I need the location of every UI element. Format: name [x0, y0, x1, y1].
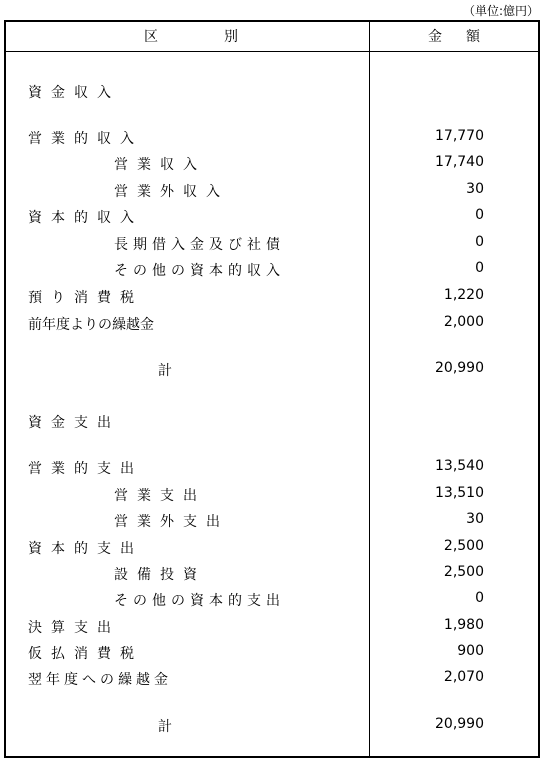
- row-value: 17,740: [435, 154, 484, 170]
- row-label: 仮払消費税: [28, 646, 143, 662]
- table-row: [6, 82, 538, 102]
- row-label: 資本的収入: [28, 210, 143, 226]
- row-value: 2,500: [443, 564, 484, 580]
- row-value: 0: [475, 590, 484, 606]
- table-row: [6, 207, 538, 227]
- row-value: 2,000: [443, 314, 484, 330]
- table-row: [6, 412, 538, 432]
- table-row: [6, 260, 538, 280]
- row-value: 13,540: [435, 458, 484, 474]
- row-value: 0: [475, 234, 484, 250]
- row-value: 20,990: [435, 716, 484, 732]
- header-category: 区別: [144, 29, 304, 45]
- row-value: 2,070: [443, 669, 484, 685]
- table-row: [6, 643, 538, 663]
- row-label: 長期借入金及び社債: [114, 237, 285, 253]
- row-value: 20,990: [435, 360, 484, 376]
- unit-label: （単位:億円）: [462, 4, 539, 18]
- table-row: [6, 590, 538, 610]
- row-value: 900: [457, 643, 484, 659]
- row-label: その他の資本的収入: [114, 263, 285, 279]
- row-label: 計: [158, 719, 172, 735]
- row-value: 30: [466, 511, 484, 527]
- row-value: 17,770: [435, 128, 484, 144]
- row-label: その他の資本的支出: [114, 593, 285, 609]
- table-row: [6, 617, 538, 637]
- row-value: 1,980: [443, 617, 484, 633]
- table-row: [6, 458, 538, 478]
- table-row: [6, 485, 538, 505]
- row-label: 営業的収入: [28, 131, 143, 147]
- table-row: [6, 287, 538, 307]
- row-label: 資金収入: [28, 85, 120, 101]
- total-row: [6, 716, 538, 736]
- row-label: 前年度よりの繰越金: [28, 317, 154, 333]
- row-label: 営業外支出: [114, 514, 229, 530]
- row-value: 30: [466, 181, 484, 197]
- row-value: 13,510: [435, 485, 484, 501]
- row-value: 0: [475, 207, 484, 223]
- row-value: 0: [475, 260, 484, 276]
- table-row: [6, 314, 538, 334]
- header-amount: 金額: [428, 29, 504, 45]
- table-row: [6, 564, 538, 584]
- row-label: 預り消費税: [28, 290, 143, 306]
- row-value: 1,220: [443, 287, 484, 303]
- table-row: [6, 181, 538, 201]
- row-label: 資本的支出: [28, 541, 143, 557]
- header-divider: [6, 51, 538, 52]
- row-label: 資金支出: [28, 415, 120, 431]
- row-label: 設備投資: [114, 567, 206, 583]
- fund-flow-table: [4, 20, 540, 758]
- row-label: 営業収入: [114, 157, 206, 173]
- row-label: 営業外収入: [114, 184, 229, 200]
- table-row: [6, 234, 538, 254]
- row-label: 決算支出: [28, 620, 120, 636]
- table-row: [6, 511, 538, 531]
- table-row: [6, 669, 538, 689]
- table-row: [6, 538, 538, 558]
- table-row: [6, 128, 538, 148]
- row-label: 計: [158, 363, 172, 379]
- table-row: [6, 154, 538, 174]
- row-label: 営業的支出: [28, 461, 143, 477]
- total-row: [6, 360, 538, 380]
- row-label: 翌年度への繰越金: [28, 672, 172, 688]
- row-label: 営業支出: [114, 488, 206, 504]
- row-value: 2,500: [443, 538, 484, 554]
